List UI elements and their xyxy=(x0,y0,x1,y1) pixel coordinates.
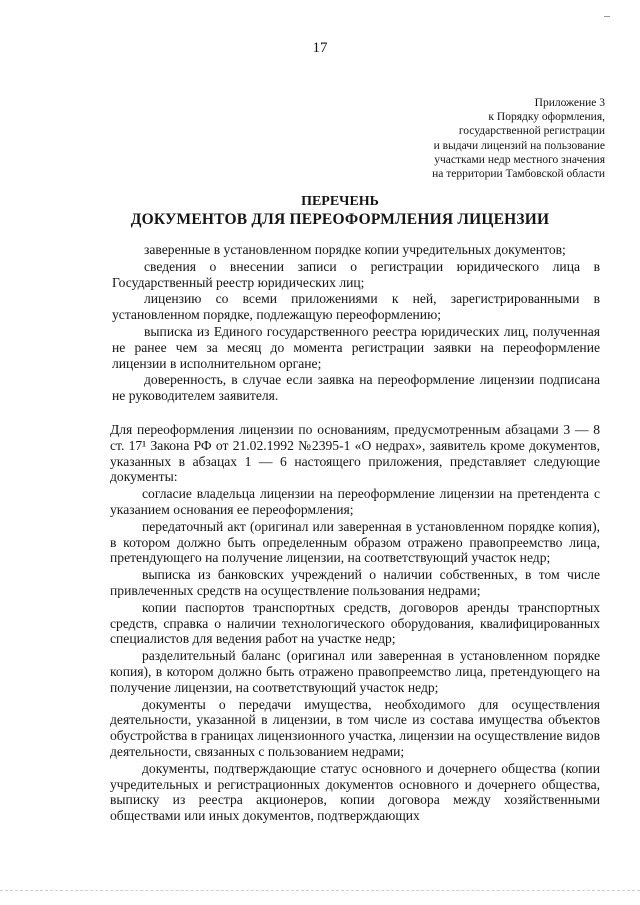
list-item: документы, подтверждающие статус основного и дочернего общества (копии учредительных и регистрационных документов основного и дочернего общества, выписку из реестра акционеров, копии договора между хозяйственными обществами или иных документов, подтверждающих xyxy=(110,760,600,824)
appendix-line: Приложение 3 xyxy=(534,97,605,109)
title-line-1: ПЕРЕЧЕНЬ xyxy=(301,194,379,209)
title-line-2: ДОКУМЕНТОВ ДЛЯ ПЕРЕОФОРМЛЕНИЯ ЛИЦЕНЗИИ xyxy=(130,211,550,228)
list-item: согласие владельца лицензии на переоформление лицензии на претендента с указанием основания ее переоформления; xyxy=(110,486,600,517)
document-title xyxy=(80,194,600,230)
intro-paragraph: Для переоформления лицензии по основаниям, предусмотренным абзацами 3 — 8 ст. 17¹ Закона РФ от 21.02.1992 №2395-1 «О недрах», заявитель кроме документов, указанных в абзацах 1 — 6 настоящего приложения, представляет следующие документы: xyxy=(110,422,600,485)
appendix-header xyxy=(305,96,605,181)
scan-mark xyxy=(604,16,610,17)
list-item: разделительный баланс (оригинал или заверенная в установленном порядке копия), в котором должно быть отражено правопреемство лица, претендующего на получение лицензии, на соответствующий участок недр; xyxy=(110,648,600,695)
list-item: выписка из банковских учреждений о наличии собственных, в том числе привлеченных средств на осуществление пользования недрами; xyxy=(110,567,600,598)
appendix-line: на территории Тамбовской области xyxy=(432,168,605,181)
document-list-1 xyxy=(112,242,600,405)
page-number: 17 xyxy=(312,40,328,56)
scan-edge xyxy=(0,890,640,895)
list-item: выписка из Единого государственного реестра юридических лиц, полученная не ранее чем за месяц до момента регистрации заявки на переоформление лицензии в исполнительном органе; xyxy=(112,323,600,371)
list-item: заверенные в установленном порядке копии учредительных документов; xyxy=(144,242,566,257)
appendix-line: к Порядку оформления, xyxy=(488,111,605,124)
list-item: лицензию со всеми приложениями к ней, зарегистрированными в установленном порядке, подлежащую переоформлению; xyxy=(112,291,600,323)
list-item: сведения о внесении записи о регистрации юридического лица в Государственный реестр юридических лиц; xyxy=(112,258,600,290)
appendix-line: участками недр местного значения xyxy=(434,153,605,166)
list-item: документы о передачи имущества, необходимого для осуществления деятельности, указанной в лицензии, в том числе из состава имущества объектов обустройства в границах лицензионного участка, лицензии на осуществление видов деятельности, связанных с пользованием недрами; xyxy=(110,696,600,759)
appendix-line: государственной регистрации xyxy=(458,125,605,138)
appendix-line: и выдачи лицензий на пользование xyxy=(433,139,605,152)
list-item: копии паспортов транспортных средств, договоров аренды транспортных средств, справка о наличии технологического оборудования, квалифицированных специалистов для ведения работ на участке недр; xyxy=(110,599,600,647)
list-item: доверенность, в случае если заявка на переоформление лицензии подписана не руководителем заявителя. xyxy=(112,372,600,404)
list-item: передаточный акт (оригинал или заверенная в установленном порядке копия), в котором должно быть определенным образом отражено правопреемство лица, претендующего на получение лицензии, на соответствующий участок недр; xyxy=(110,518,600,566)
document-list-2 xyxy=(110,422,600,825)
